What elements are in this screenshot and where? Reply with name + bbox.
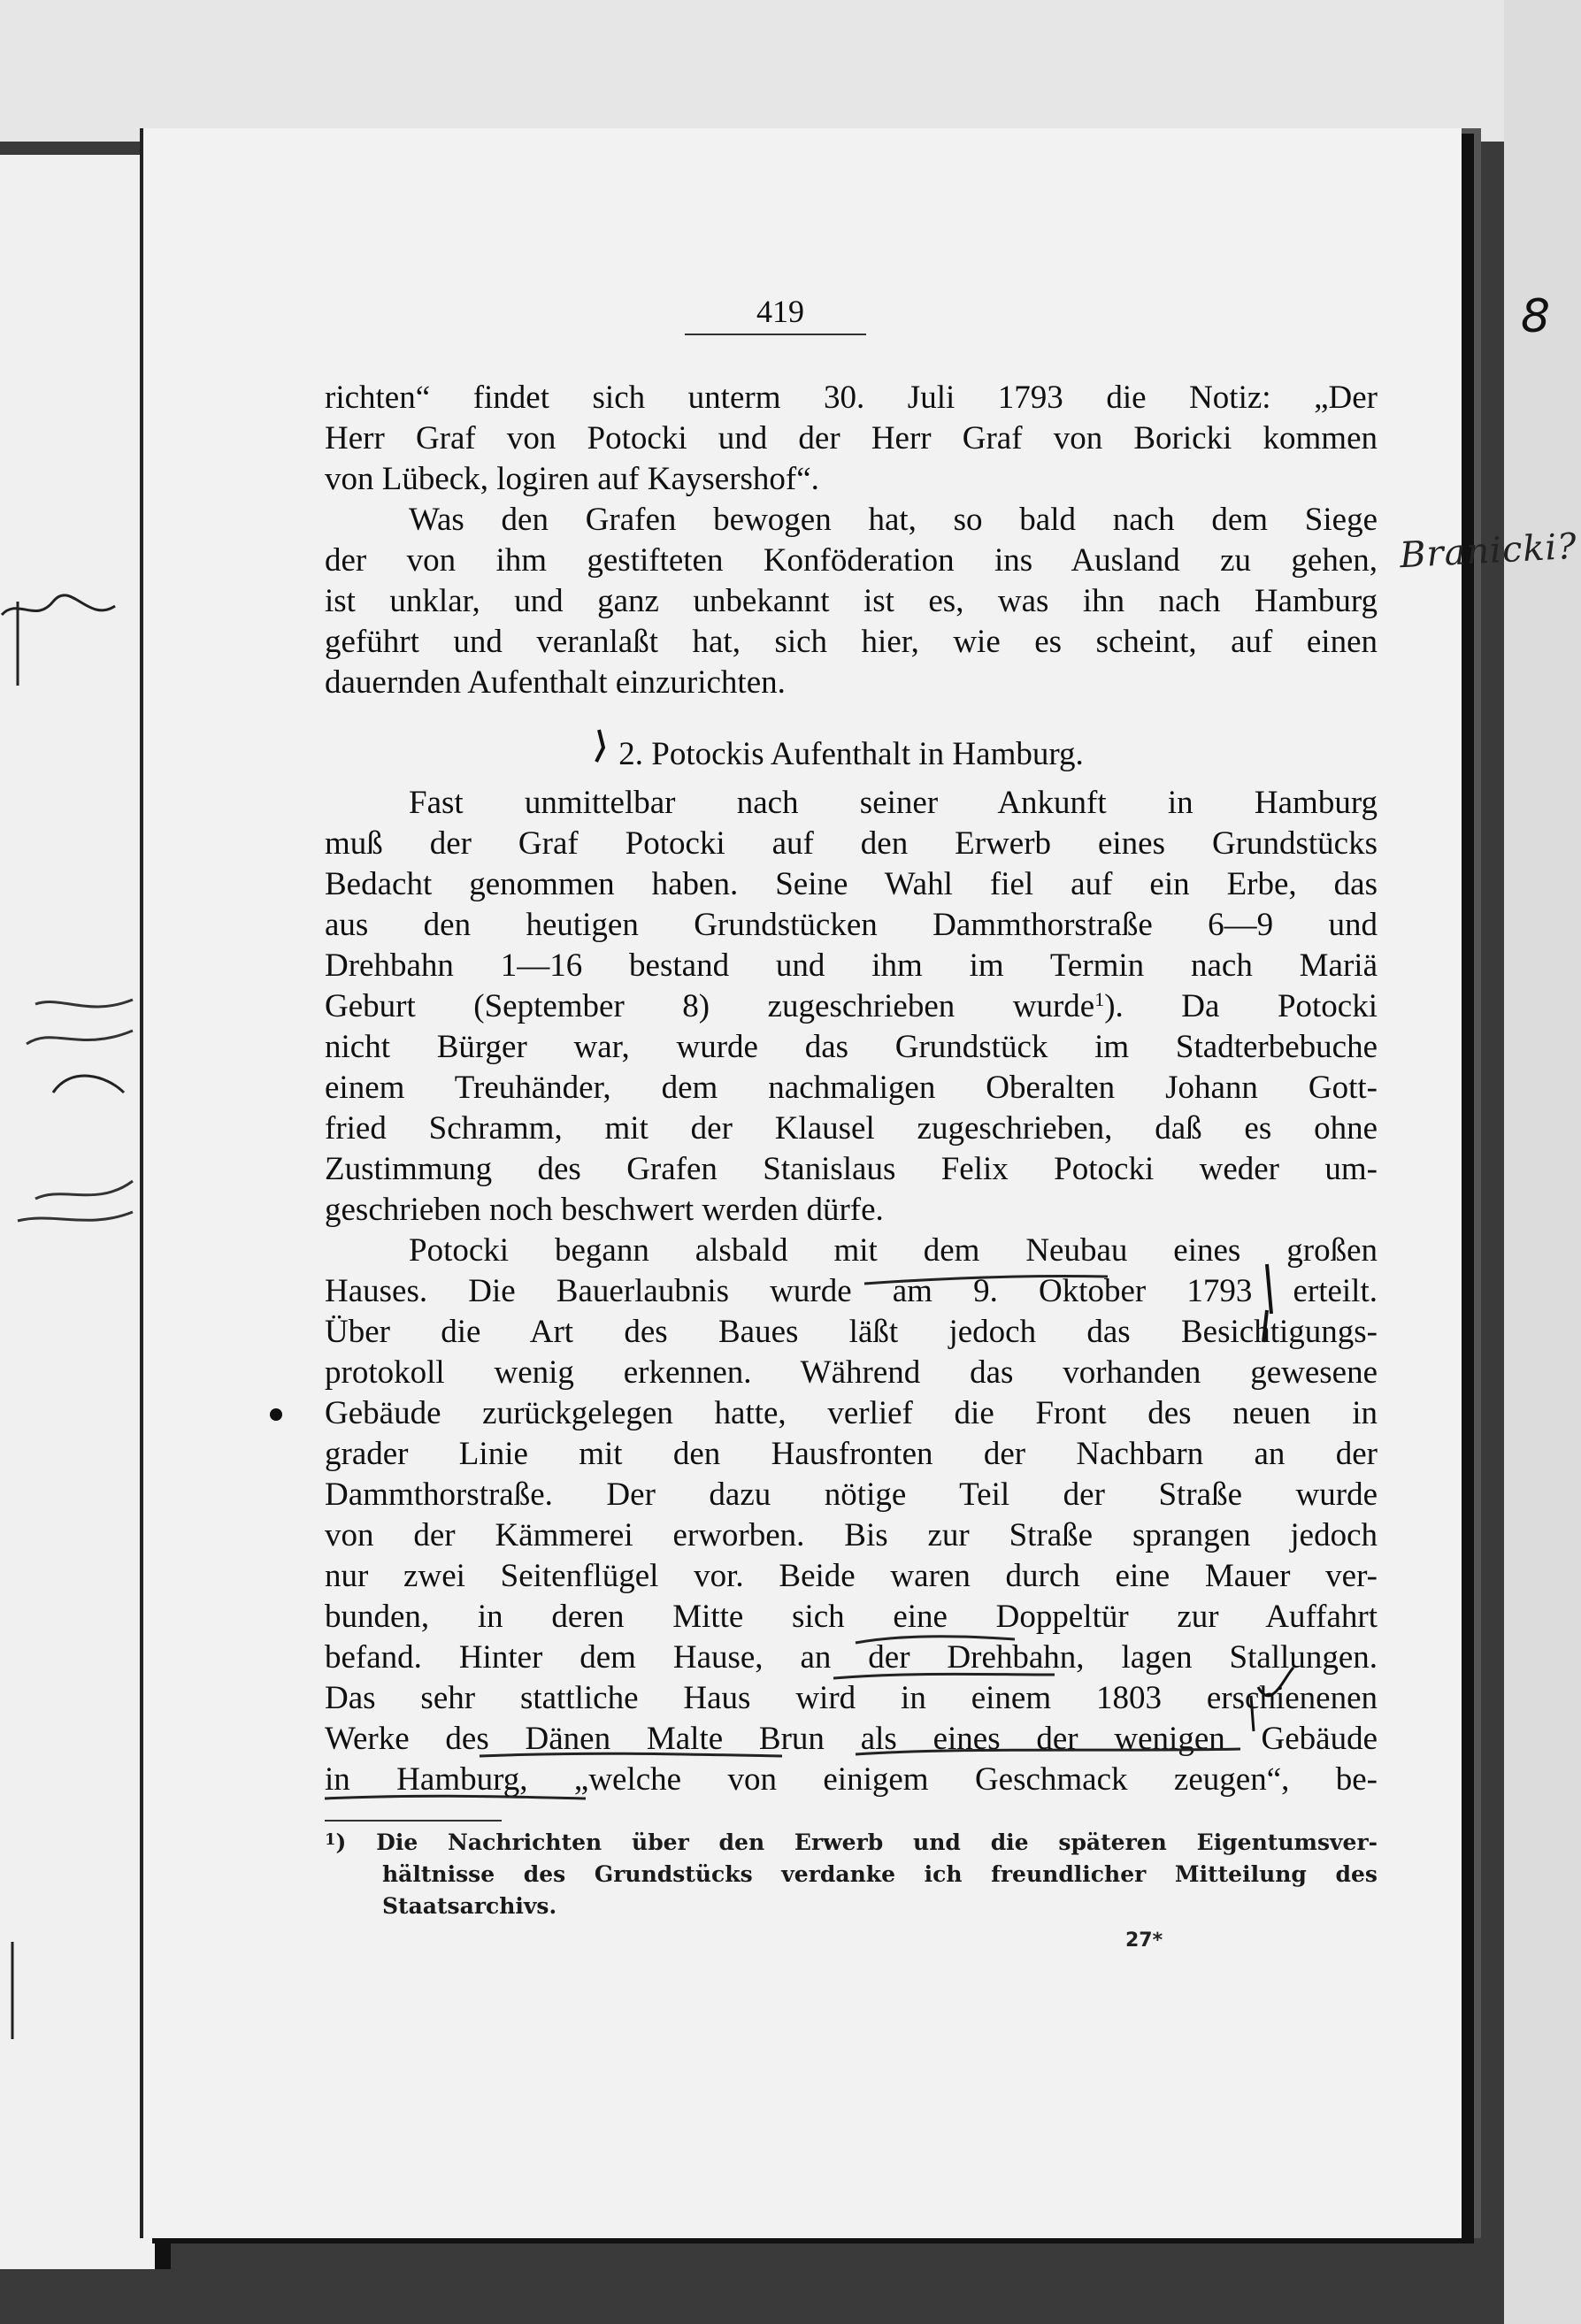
text-line: Fast unmittelbar nach seiner Ankunft in Hamburg bbox=[409, 785, 1378, 821]
footnote-text: ) Die Nachrichten über den Erwerb und die späteren Eigentumsver- bbox=[335, 1829, 1378, 1855]
text-line: protokoll wenig erkennen. Während das vorhanden gewesene bbox=[325, 1354, 1378, 1391]
text-line: grader Linie mit den Hausfronten der Nachbarn an der bbox=[325, 1436, 1378, 1472]
text-line: in Hamburg, „welche von einigem Geschmack zeugen“, be- bbox=[325, 1761, 1378, 1798]
text-line: Herr Graf von Potocki und der Herr Graf von Boricki kommen bbox=[325, 420, 1378, 456]
book-page bbox=[140, 128, 1578, 2238]
facing-page-handwriting-scribbles bbox=[0, 155, 142, 2269]
footnote-reference: 1 bbox=[1094, 988, 1105, 1010]
text-line: Potocki begann alsbald mit dem Neubau eines großen bbox=[409, 1232, 1378, 1269]
text-line: der von ihm gestifteten Konföderation ins Ausland zu gehen, bbox=[325, 542, 1378, 579]
page-number-rule bbox=[685, 334, 866, 335]
text-line: Drehbahn 1—16 bestand und ihm im Termin nach Mariä bbox=[325, 947, 1378, 984]
ink-dot bbox=[270, 1408, 282, 1421]
footnote-line bbox=[325, 1827, 1378, 1859]
text-line: richten“ findet sich unterm 30. Juli 1793 die Notiz: „Der bbox=[325, 380, 1378, 416]
text-line: dauernden Aufenthalt einzurichten. bbox=[325, 664, 786, 701]
text-line: fried Schramm, mit der Klausel zugeschrieben, daß es ohne bbox=[325, 1110, 1378, 1147]
text-line: Bedacht genommen haben. Seine Wahl fiel auf ein Erbe, das bbox=[325, 866, 1378, 902]
text-line: von der Kämmerei erworben. Bis zur Straße sprangen jedoch bbox=[325, 1517, 1378, 1553]
text-line: geführt und veranlaßt hat, sich hier, wie es scheint, auf einen bbox=[325, 624, 1378, 660]
text-line: ist unklar, und ganz unbekannt ist es, was ihn nach Hamburg bbox=[325, 583, 1378, 619]
text-line-part: ). Da Potocki bbox=[1104, 988, 1378, 1024]
text-line: Hauses. Die Bauerlaubnis wurde am 9. Oktober 1793 erteilt. bbox=[325, 1273, 1378, 1309]
text-line: geschrieben noch beschwert werden dürfe. bbox=[325, 1192, 884, 1228]
footnote-line: hältnisse des Grundstücks verdanke ich freundlicher Mitteilung des bbox=[382, 1861, 1378, 1887]
text-line-with-footnote bbox=[325, 986, 1378, 1027]
text-line: aus den heutigen Grundstücken Dammthorstraße 6—9 und bbox=[325, 907, 1378, 943]
text-line: Das sehr stattliche Haus wird in einem 1803 erschienenen bbox=[325, 1680, 1378, 1716]
footnote-marker: 1 bbox=[325, 1830, 336, 1849]
scan-background bbox=[0, 0, 1581, 142]
handwritten-folio-number: 8 bbox=[1521, 290, 1551, 343]
handwritten-margin-note: Branicki? bbox=[1398, 525, 1578, 577]
text-line: Über die Art des Baues läßt jedoch das Besichtigungs- bbox=[325, 1314, 1378, 1350]
text-line: befand. Hinter dem Hause, an der Drehbahn, lagen Stallungen. bbox=[325, 1639, 1378, 1676]
text-line: Dammthorstraße. Der dazu nötige Teil der Straße wurde bbox=[325, 1476, 1378, 1513]
text-line-part: Geburt (September 8) zugeschrieben wurde bbox=[325, 988, 1095, 1024]
text-line: Werke des Dänen Malte Brun als eines der wenigen Gebäude bbox=[325, 1721, 1378, 1757]
footnote-line: Staatsarchivs. bbox=[382, 1893, 557, 1919]
text-line: Zustimmung des Grafen Stanislaus Felix Potocki weder um- bbox=[325, 1151, 1378, 1187]
section-heading: 2. Potockis Aufenthalt in Hamburg. bbox=[618, 736, 1084, 772]
text-line: nur zwei Seitenflügel vor. Beide waren durch eine Mauer ver- bbox=[325, 1558, 1378, 1594]
text-line: einem Treuhänder, dem nachmaligen Oberalten Johann Gott- bbox=[325, 1070, 1378, 1106]
scan-right-edge bbox=[1504, 0, 1581, 2324]
text-line: muß der Graf Potocki auf den Erwerb eines Grundstücks bbox=[325, 825, 1378, 862]
text-line: Gebäude zurückgelegen hatte, verlief die Front des neuen in bbox=[325, 1395, 1378, 1431]
page-number: 419 bbox=[756, 294, 804, 329]
text-line: von Lübeck, logiren auf Kaysershof“. bbox=[325, 461, 819, 497]
text-line: bunden, in deren Mitte sich eine Doppeltür zur Auffahrt bbox=[325, 1599, 1378, 1635]
footnote-rule bbox=[325, 1820, 502, 1822]
text-line: nicht Bürger war, wurde das Grundstück im Stadterbebuche bbox=[325, 1029, 1378, 1065]
text-line: Was den Grafen bewogen hat, so bald nach dem Siege bbox=[409, 502, 1378, 538]
signature-mark: 27* bbox=[1125, 1929, 1163, 1952]
